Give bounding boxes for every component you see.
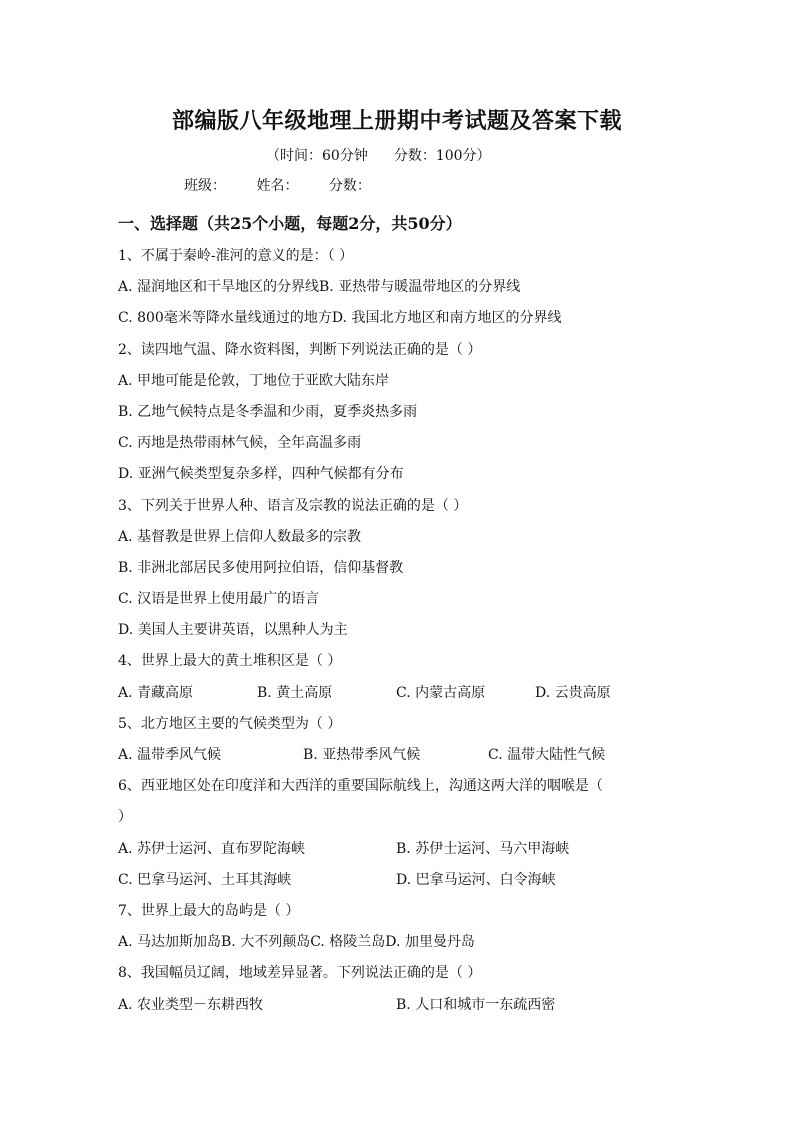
section-heading: 一、选择题（共25个小题，每题2分，共50分） bbox=[118, 214, 462, 233]
question-4-option-a: A. 青藏高原 bbox=[118, 684, 194, 701]
question-6-options-row-1 bbox=[118, 839, 678, 870]
question-2-option-a: A. 甲地可能是伦敦，丁地位于亚欧大陆东岸 bbox=[118, 372, 390, 389]
question-8-option-b: B. 人口和城市一东疏西密 bbox=[396, 996, 556, 1013]
question-2-stem: 2、读四地气温、降水资料图，判断下列说法正确的是（ ） bbox=[118, 341, 482, 358]
question-5-options bbox=[118, 745, 678, 776]
name-label: 姓名： bbox=[256, 178, 299, 194]
question-2-option-c: C. 丙地是热带雨林气候，全年高温多雨 bbox=[118, 435, 362, 452]
question-7-stem: 7、世界上最大的岛屿是（ ） bbox=[118, 902, 300, 919]
question-3-option-b: B. 非洲北部居民多使用阿拉伯语，信仰基督教 bbox=[118, 559, 404, 576]
time-limit: （时间：60分钟 bbox=[266, 148, 368, 164]
question-1-options-line-1: A. 湿润地区和干旱地区的分界线B. 亚热带与暖温带地区的分界线 bbox=[118, 279, 521, 296]
question-6-option-a: A. 苏伊士运河、直布罗陀海峡 bbox=[118, 840, 306, 857]
question-1-stem: 1、不属于秦岭-淮河的意义的是：（ ） bbox=[118, 248, 354, 264]
question-8-option-a: A. 农业类型－东耕西牧 bbox=[118, 996, 264, 1013]
question-6-option-d: D. 巴拿马运河、白令海峡 bbox=[396, 871, 556, 888]
question-4-option-b: B. 黄土高原 bbox=[257, 684, 333, 701]
question-8-options bbox=[118, 995, 678, 1026]
question-7-options: A. 马达加斯加岛B. 大不列颠岛C. 格陵兰岛D. 加里曼丹岛 bbox=[118, 934, 475, 951]
total-score: 分数：100分） bbox=[393, 148, 491, 164]
question-3-stem: 3、下列关于世界人种、语言及宗教的说法正确的是（ ） bbox=[118, 497, 468, 514]
question-1-options-line-2: C. 800毫米等降水量线通过的地方D. 我国北方地区和南方地区的分界线 bbox=[118, 310, 562, 327]
question-5-option-c: C. 温带大陆性气候 bbox=[488, 747, 606, 763]
score-label: 分数： bbox=[328, 178, 371, 194]
question-2-option-b: B. 乙地气候特点是冬季温和少雨，夏季炎热多雨 bbox=[118, 403, 418, 420]
question-2-option-d: D. 亚洲气候类型复杂多样，四种气候都有分布 bbox=[118, 466, 404, 483]
question-3-option-d: D. 美国人主要讲英语，以黑种人为主 bbox=[118, 622, 348, 639]
question-6-stem-continued: ） bbox=[118, 809, 132, 826]
question-4-stem: 4、世界上最大的黄土堆积区是（ ） bbox=[118, 653, 342, 670]
page-title: 部编版八年级地理上册期中考试题及答案下载 bbox=[171, 108, 622, 134]
question-6-option-b: B. 苏伊士运河、马六甲海峡 bbox=[396, 840, 570, 857]
question-4-options bbox=[118, 683, 678, 714]
student-info bbox=[184, 175, 397, 195]
question-3-option-a: A. 基督教是世界上信仰人数最多的宗教 bbox=[118, 528, 362, 545]
question-3-option-c: C. 汉语是世界上使用最广的语言 bbox=[118, 591, 320, 608]
class-label: 班级： bbox=[184, 178, 226, 194]
question-4-option-c: C. 内蒙古高原 bbox=[396, 684, 486, 701]
question-6-option-c: C. 巴拿马运河、土耳其海峡 bbox=[118, 871, 292, 888]
exam-meta bbox=[266, 145, 491, 165]
question-list bbox=[118, 246, 678, 1026]
question-6-stem: 6、西亚地区处在印度洋和大西洋的重要国际航线上，沟通这两大洋的咽喉是（ bbox=[118, 778, 603, 795]
question-4-option-d: D. 云贵高原 bbox=[535, 684, 611, 701]
question-5-option-b: B. 亚热带季风气候 bbox=[303, 747, 421, 763]
question-8-stem: 8、我国幅员辽阔，地域差异显著。下列说法正确的是（ ） bbox=[118, 965, 482, 982]
question-5-option-a: A. 温带季风气候 bbox=[118, 747, 222, 763]
question-6-options-row-2 bbox=[118, 870, 678, 901]
question-5-stem: 5、北方地区主要的气候类型为（ ） bbox=[118, 715, 342, 732]
